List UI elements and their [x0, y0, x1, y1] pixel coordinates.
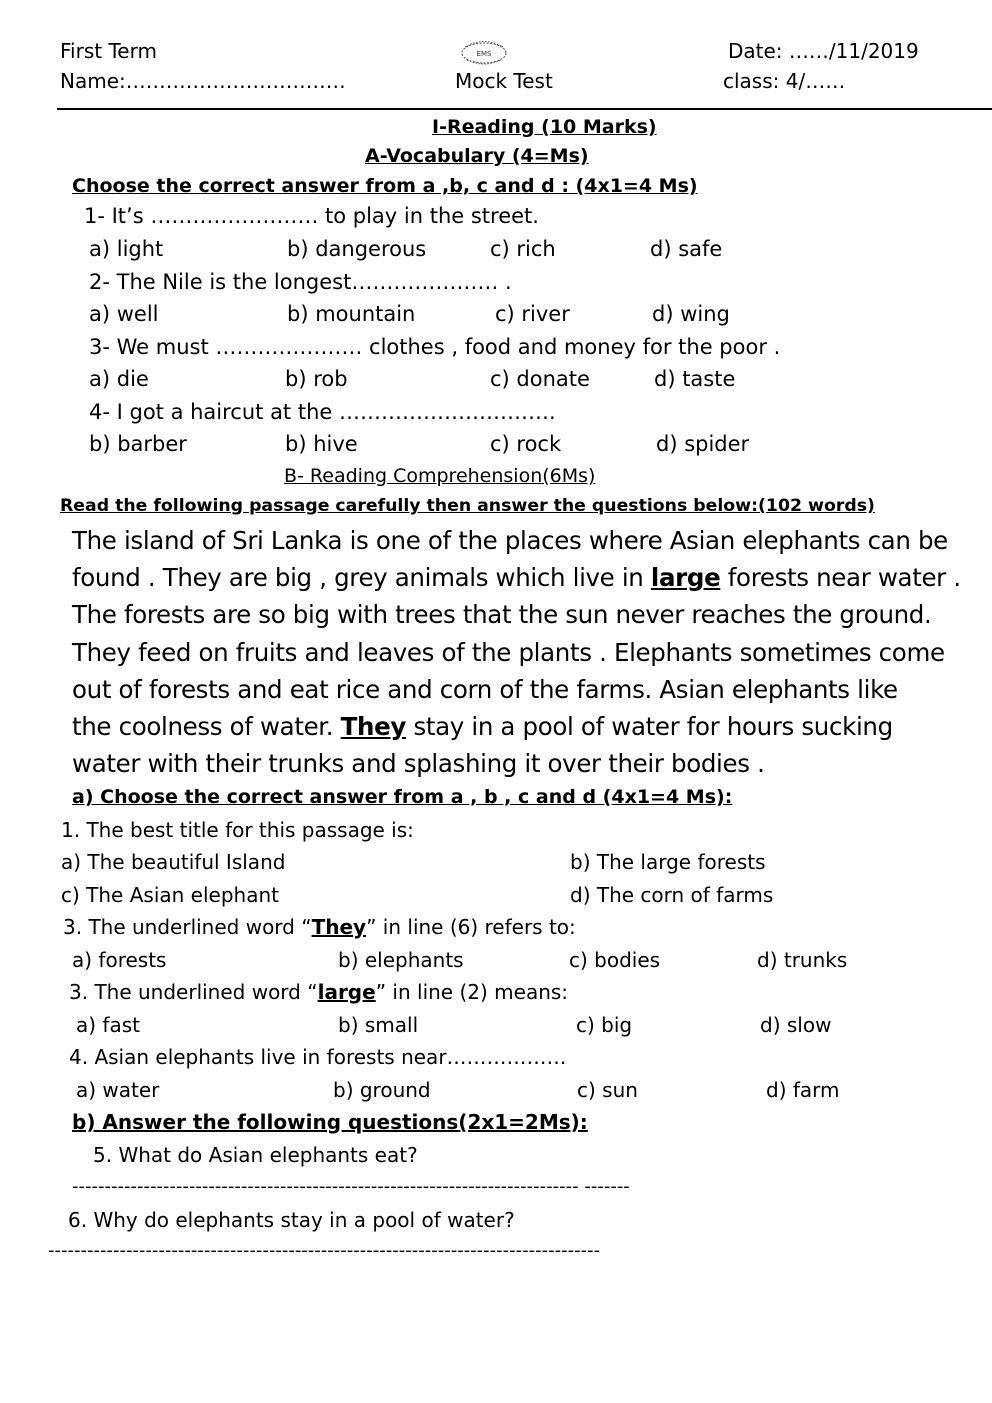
vocab-q2-option-c: c) river [495, 302, 570, 326]
comp-q1-option-c: c) The Asian elephant [61, 883, 279, 907]
comp-q2-option-a: a) forests [72, 948, 167, 972]
vocab-q1-option-b: b) dangerous [287, 237, 427, 261]
vocab-question-3: 3- We must ………………… clothes , food and money for the poor . [89, 335, 781, 359]
comprehension-title: B- Reading Comprehension(6Ms) [284, 465, 596, 487]
comp-q3-option-d: d) slow [760, 1013, 832, 1037]
open-question-6: 6. Why do elephants stay in a pool of water? [68, 1208, 515, 1232]
comp-question-4: 4. Asian elephants live in forests near……………… [69, 1045, 567, 1069]
comp-q3-option-c: c) big [576, 1013, 633, 1037]
vocab-q1-option-c: c) rich [490, 237, 556, 261]
comp-q2-option-b: b) elephants [338, 948, 464, 972]
test-title: Mock Test [455, 69, 553, 93]
passage-line-2: found . They are big , grey animals which live in large forests near water . [72, 563, 961, 593]
mcq-instruction: a) Choose the correct answer from a , b , c and d (4x1=4 Ms): [72, 786, 733, 808]
class-label: class: 4/…… [723, 69, 846, 93]
vocab-q3-option-d: d) taste [654, 367, 736, 391]
logo-text: EMS [476, 50, 492, 58]
comp-question-1: 1. The best title for this passage is: [61, 818, 414, 842]
header-divider [57, 108, 992, 110]
underlined-word-they: They [340, 711, 406, 741]
passage-line-6: the coolness of water. They stay in a pool of water for hours sucking [72, 711, 893, 741]
vocab-q4-option-a: b) barber [89, 432, 187, 456]
comp-q3-option-a: a) fast [76, 1013, 140, 1037]
comp-question-3: 3. The underlined word “large” in line (2) means: [69, 980, 569, 1004]
vocab-title: A-Vocabulary (4=Ms) [365, 145, 589, 167]
quoted-word-large: large [317, 980, 376, 1004]
vocab-q2-option-b: b) mountain [287, 302, 416, 326]
comp-q1-option-d: d) The corn of farms [570, 883, 774, 907]
vocab-q3-option-a: a) die [89, 367, 149, 391]
vocab-q2-option-d: d) wing [652, 302, 730, 326]
vocab-q3-option-c: c) donate [490, 367, 590, 391]
comprehension-instruction: Read the following passage carefully then answer the questions below:(102 words) [60, 496, 875, 516]
comp-q1-option-b: b) The large forests [570, 850, 766, 874]
comp-q4-option-b: b) ground [333, 1078, 431, 1102]
vocab-q4-option-b: b) hive [285, 432, 358, 456]
vocab-question-4: 4- I got a haircut at the …………………………. [89, 400, 556, 424]
answer-line-6[interactable]: ------------------------------------------------------------------------------------- [48, 1240, 601, 1261]
passage-line-7: water with their trunks and splashing it over their bodies . [72, 749, 765, 779]
underlined-word-large: large [650, 563, 721, 593]
vocab-q4-option-c: c) rock [490, 432, 562, 456]
comp-q3-option-b: b) small [338, 1013, 419, 1037]
reading-passage [72, 522, 987, 782]
school-logo-icon [453, 38, 515, 68]
comp-q4-option-a: a) water [76, 1078, 160, 1102]
answer-line-5[interactable]: ------------------------------------------------------------------------------ ------- [72, 1176, 630, 1197]
vocab-q1-option-a: a) light [89, 237, 164, 261]
comp-q4-option-d: d) farm [766, 1078, 840, 1102]
vocab-instruction: Choose the correct answer from a ,b, c and d : (4x1=4 Ms) [72, 175, 698, 197]
comp-q1-option-a: a) The beautiful Island [61, 850, 286, 874]
passage-line-4: They feed on fruits and leaves of the plants . Elephants sometimes come [72, 637, 945, 667]
passage-line-1: The island of Sri Lanka is one of the places where Asian elephants can be [72, 526, 948, 555]
open-question-5: 5. What do Asian elephants eat? [93, 1143, 418, 1167]
passage-line-3: The forests are so big with trees that the sun never reaches the ground. [72, 600, 932, 630]
comp-question-2: 3. The underlined word “They” in line (6) refers to: [63, 915, 576, 939]
open-questions-instruction: b) Answer the following questions(2x1=2Ms): [72, 1110, 588, 1134]
date-label: Date: ……/11/2019 [728, 39, 919, 63]
vocab-question-1: 1- It’s …………………… to play in the street. [84, 204, 539, 228]
vocab-q2-option-a: a) well [89, 302, 159, 326]
quoted-word-they: They [311, 915, 367, 939]
term-label: First Term [60, 39, 157, 63]
vocab-q4-option-d: d) spider [656, 432, 750, 456]
name-field-label: Name:…………………………… [60, 69, 346, 93]
passage-line-5: out of forests and eat rice and corn of the farms. Asian elephants like [72, 674, 898, 704]
comp-q2-option-d: d) trunks [757, 948, 848, 972]
vocab-q1-option-d: d) safe [650, 237, 723, 261]
comp-q4-option-c: c) sun [577, 1078, 638, 1102]
comp-q2-option-c: c) bodies [569, 948, 661, 972]
section-title: I-Reading (10 Marks) [432, 116, 657, 138]
vocab-question-2: 2- The Nile is the longest………………… . [89, 270, 512, 294]
vocab-q3-option-b: b) rob [285, 367, 348, 391]
